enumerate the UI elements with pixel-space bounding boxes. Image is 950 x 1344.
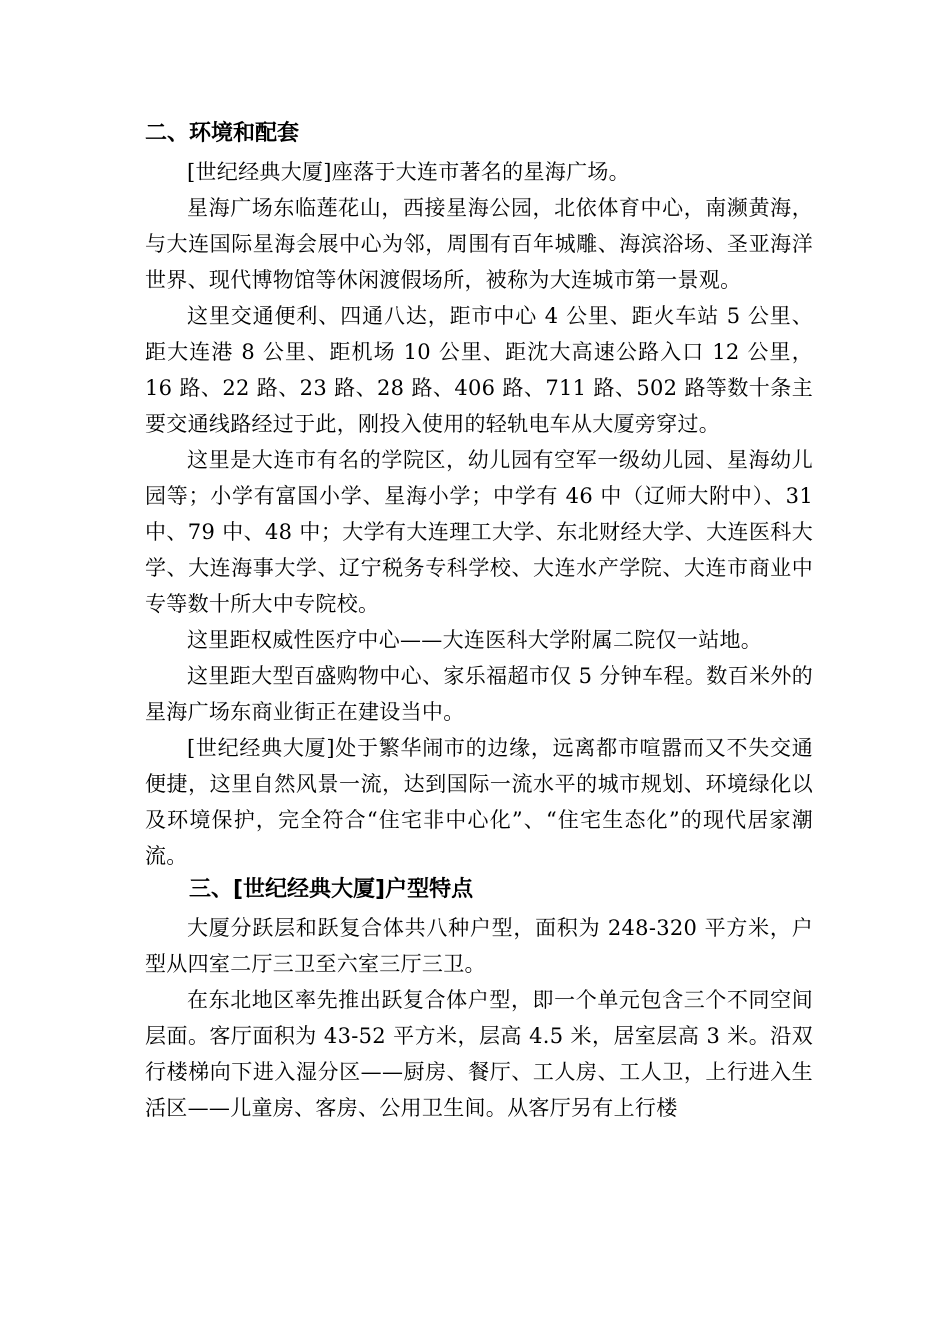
paragraph-transport: 这里交通便利、四通八达，距市中心 4 公里、距火车站 5 公里、距大连港 8 公里、距机场 10 公里、距沈大高速公路入口 12 公里，16 路、22 路、23 路、28 路、406 路、711 路、502 路等数十条主要交通线路经过于此，刚投入使用的轻轨电车从大厦旁穿过。 xyxy=(145,304,813,436)
paragraph-location: [世纪经典大厦]座落于大连市著名的星海广场。 xyxy=(187,160,630,184)
paragraph-unit-types: 大厦分跃层和跃复合体共八种户型，面积为 248-320 平方米，户型从四室二厅三卫至六室三厅三卫。 xyxy=(145,916,813,976)
paragraph-schools: 这里是大连市有名的学院区，幼儿园有空军一级幼儿园、星海幼儿园等；小学有富国小学、星海小学；中学有 46 中（辽师大附中）、31 中、79 中、48 中；大学有大连理工大学、东北财经大学、大连医科大学、大连海事大学、辽宁税务专科学校、大连水产学院、大连市商业中专等数十所大中专院校。 xyxy=(145,448,813,616)
paragraph-surroundings: 星海广场东临莲花山，西接星海公园，北依体育中心，南濒黄海，与大连国际星海会展中心为邻，周围有百年城雕、海滨浴场、圣亚海洋世界、现代博物馆等休闲渡假场所，被称为大连城市第一景观。 xyxy=(145,196,813,292)
document-page xyxy=(145,118,813,1126)
paragraph-unit-layout: 在东北地区率先推出跃复合体户型，即一个单元包含三个不同空间层面。客厅面积为 43-52 平方米，层高 4.5 米，居室层高 3 米。沿双行楼梯向下进入湿分区——厨房、餐厅、工人房、工人卫，上行进入生活区——儿童房、客房、公用卫生间。从客厅另有上行楼 xyxy=(145,988,813,1120)
section-heading-environment: 二、环境和配套 xyxy=(145,121,300,146)
paragraph-medical: 这里距权威性医疗中心——大连医科大学附属二院仅一站地。 xyxy=(187,628,763,652)
paragraph-shopping: 这里距大型百盛购物中心、家乐福超市仅 5 分钟车程。数百米外的星海广场东商业街正在建设当中。 xyxy=(145,664,813,724)
section-heading-floorplan: 三、[世纪经典大厦]户型特点 xyxy=(189,877,474,902)
paragraph-lifestyle: [世纪经典大厦]处于繁华闹市的边缘，远离都市喧嚣而又不失交通便捷，这里自然风景一流，达到国际一流水平的城市规划、环境绿化以及环境保护，完全符合“住宅非中心化”、“住宅生态化”的现代居家潮流。 xyxy=(145,736,813,868)
